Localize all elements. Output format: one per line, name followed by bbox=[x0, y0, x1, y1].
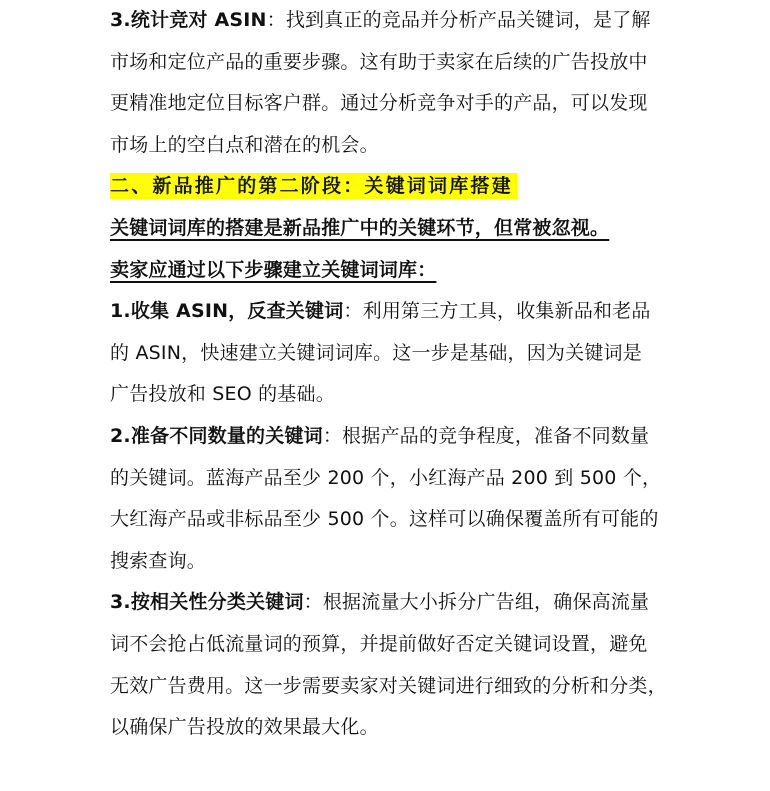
prev-item3-line-2: 市场和定位产品的重要步骤。这有助于卖家在后续的广告投放中 bbox=[110, 50, 648, 73]
item1-line-1 bbox=[110, 291, 670, 333]
item1-line-2: 的 ASIN，快速建立关键词词库。这一步是基础，因为关键词是 bbox=[110, 341, 642, 364]
prev-item3-line-4: 市场上的空白点和潜在的机会。 bbox=[110, 133, 379, 156]
item3-line-3: 无效广告费用。这一步需要卖家对关键词进行细致的分析和分类， bbox=[110, 674, 667, 697]
item2-lead: 2.准备不同数量的关键词 bbox=[110, 424, 323, 447]
subheading-1-row bbox=[110, 208, 670, 250]
prev-item3-lead: 3.统计竞对 ASIN bbox=[110, 9, 267, 31]
item2-line-4: 搜索查询。 bbox=[110, 549, 207, 572]
item1-line-3: 广告投放和 SEO 的基础。 bbox=[110, 383, 335, 406]
item2-text-1: ：根据产品的竞争程度，准备不同数量 bbox=[322, 424, 650, 447]
item3-line-1 bbox=[110, 582, 670, 624]
item1-lead: 1.收集 ASIN，反查关键词 bbox=[110, 300, 344, 323]
prev-item3-line-1 bbox=[110, 0, 670, 42]
prev-item3-text-1: ：找到真正的竞品并分析产品关键词，是了解 bbox=[266, 9, 651, 31]
section-heading-row bbox=[110, 166, 670, 208]
item3-line-4: 以确保广告投放的效果最大化。 bbox=[110, 716, 379, 739]
subheading-2-row bbox=[110, 250, 670, 292]
item3-line-2: 词不会抢占低流量词的预算，并提前做好否定关键词设置，避免 bbox=[110, 632, 648, 655]
item2-line-3: 大红海产品或非标品至少 500 个。这样可以确保覆盖所有可能的 bbox=[110, 508, 659, 531]
section-heading: 二、新品推广的第二阶段：关键词词库搭建 bbox=[110, 173, 517, 199]
item1-text-1: ：利用第三方工具，收集新品和老品 bbox=[343, 300, 651, 323]
document-body bbox=[110, 0, 670, 749]
subheading-1: 关键词词库的搭建是新品推广中的关键环节，但常被忽视。 bbox=[110, 216, 610, 239]
prev-item3-line-3: 更精准地定位目标客户群。通过分析竞争对手的产品，可以发现 bbox=[110, 92, 648, 115]
item2-line-1 bbox=[110, 416, 670, 458]
item2-line-2: 的关键词。蓝海产品至少 200 个，小红海产品 200 到 500 个， bbox=[110, 466, 662, 489]
subheading-2: 卖家应通过以下步骤建立关键词词库： bbox=[110, 258, 437, 281]
item3-lead: 3.按相关性分类关键词 bbox=[110, 591, 304, 614]
item3-text-1: ：根据流量大小拆分广告组，确保高流量 bbox=[303, 591, 650, 614]
